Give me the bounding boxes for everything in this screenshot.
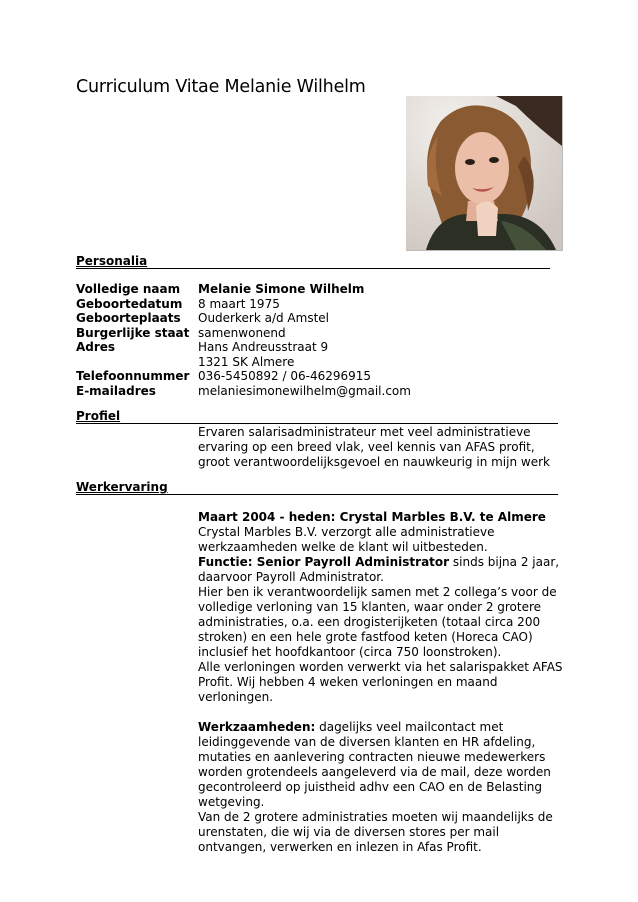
- field-label: Geboorteplaats: [76, 311, 181, 325]
- portrait-photo: [406, 96, 563, 251]
- field-value: Hans Andreusstraat 9: [198, 340, 329, 354]
- werkervaring-heading: Werkervaring: [76, 480, 558, 495]
- field-value: 1321 SK Almere: [198, 354, 295, 369]
- company-description: Crystal Marbles B.V. verzorgt alle administratieve werkzaamheden welke de klant wil uitbesteden.: [198, 525, 495, 554]
- field-value: samenwonend: [198, 325, 286, 340]
- field-value: 8 maart 1975: [198, 296, 280, 311]
- profiel-heading: Profiel: [76, 409, 558, 424]
- function-line: [198, 555, 564, 585]
- field-value: Ouderkerk a/d Amstel: [198, 311, 329, 325]
- field-label: Burgerlijke staat: [76, 325, 190, 340]
- personalia-heading: Personalia: [76, 254, 550, 269]
- field-label: Volledige naam: [76, 282, 181, 296]
- profiel-section: [198, 425, 564, 470]
- werkervaring-section: [198, 510, 564, 855]
- field-value: melaniesimonewilhelm@gmail.com: [198, 383, 411, 398]
- tasks-more-text: Van de 2 grotere administraties moeten wij maandelijks de urenstaten, die wij via de diversen stores per mail ontvangen, verwerken en inlezen in Afas Profit.: [198, 810, 553, 854]
- tasks-line: [198, 720, 564, 810]
- function-text: sinds bijna 2 jaar, daarvoor Payroll Administrator.: [198, 555, 560, 584]
- tasks-label: Werkzaamheden:: [198, 720, 316, 734]
- field-label: E-mailadres: [76, 383, 156, 398]
- job-title: Maart 2004 - heden: Crystal Marbles B.V. te Almere: [198, 510, 546, 524]
- field-label: Telefoonnummer: [76, 369, 190, 383]
- function-label: Functie: Senior Payroll Administrator: [198, 555, 450, 569]
- profiel-text: Ervaren salarisadministrateur met veel administratieve ervaring op een breed vlak, veel kennis van AFAS profit, groot verantwoordelijksgevoel en nauwkeurig in mijn werk: [198, 425, 550, 469]
- processing-text: Alle verloningen worden verwerkt via het salarispakket AFAS Profit. Wij hebben 4 weken verloningen en maand verloningen.: [198, 660, 563, 704]
- field-value: 036-5450892 / 06-46296915: [198, 369, 372, 383]
- document-title: Curriculum Vitae Melanie Wilhelm: [76, 77, 366, 97]
- field-label: Adres: [76, 340, 116, 354]
- field-label: Geboortedatum: [76, 296, 183, 311]
- responsibility-text: Hier ben ik verantwoordelijk samen met 2 collega’s voor de volledige verloning van 15 klanten, waar onder 2 grotere administraties, o.a. een drogisterijketen (totaal circa 200 stroken) en een hele grote fastfood keten (Horeca CAO) inclusief het hoofdkantoor (circa 750 loonstroken).: [198, 585, 557, 659]
- tasks-text: dagelijks veel mailcontact met leidinggevende van de diversen klanten en HR afdeling, mutaties en aanlevering contracten nieuwe medewerkers worden grotendeels aangeleverd via de mail, deze worden gecontroleerd op juistheid adhv een CAO en de Belasting wetgeving.: [198, 720, 551, 809]
- field-value: Melanie Simone Wilhelm: [198, 282, 365, 296]
